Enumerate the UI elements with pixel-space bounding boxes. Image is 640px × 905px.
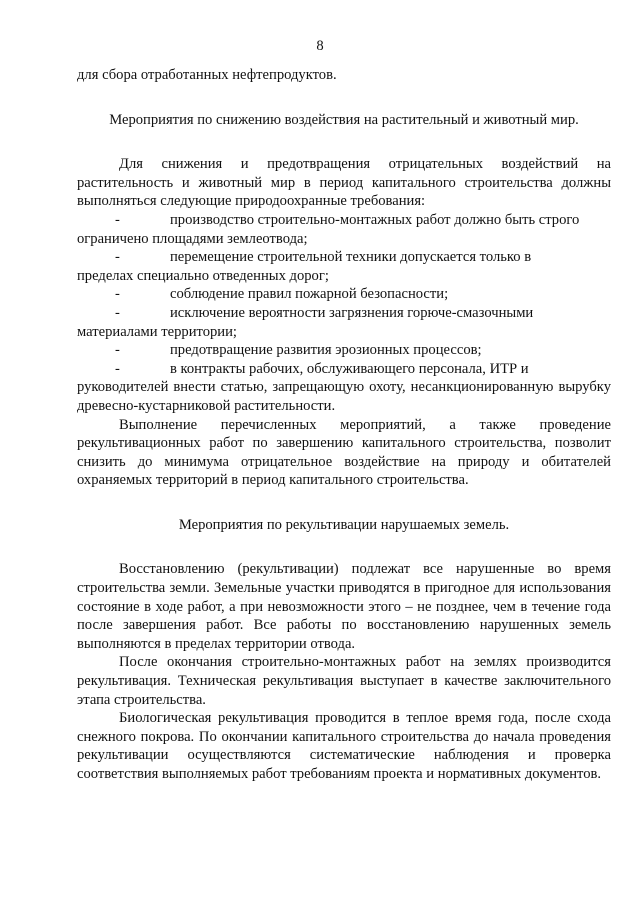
page-number: 8 bbox=[316, 38, 324, 54]
section1-conclusion-paragraph: Выполнение перечисленных мероприятий, а также проведение рекультивационных работ по завершению капитального строительства, позволит снизить до минимума отрицательное воздействие на природу и обитателей охраняемых территорий в период капитального строительства. bbox=[77, 416, 611, 489]
list-dash: - bbox=[115, 249, 120, 266]
list-item bbox=[77, 304, 611, 341]
list-item-text: исключение вероятности загрязнения горюче-смазочными bbox=[170, 304, 534, 321]
section-heading-flora-fauna: Мероприятия по снижению воздействия на растительный и животный мир. bbox=[109, 111, 579, 128]
list-item-continuation: материалами территории; bbox=[77, 323, 237, 340]
list-dash: - bbox=[115, 304, 120, 321]
list-dash: - bbox=[115, 211, 120, 228]
section1-intro-paragraph: Для снижения и предотвращения отрицательных воздействий на растительность и животный мир в период капитального строительства должны выполняться следующие природоохранные требования: bbox=[77, 156, 611, 210]
list-item-text: в контракты рабочих, обслуживающего персонала, ИТР и bbox=[170, 360, 529, 377]
intro-line: для сбора отработанных нефтепродуктов. bbox=[77, 67, 337, 83]
list-item bbox=[77, 360, 611, 416]
list-item bbox=[77, 341, 611, 360]
list-item bbox=[77, 285, 611, 304]
list-dash: - bbox=[115, 360, 120, 377]
list-item-text: соблюдение правил пожарной безопасности; bbox=[170, 286, 449, 303]
list-item-text: предотвращение развития эрозионных процессов; bbox=[170, 342, 482, 359]
list-item-continuation: пределах специально отведенных дорог; bbox=[77, 267, 329, 284]
list-item-continuation: ограничено площадями землеотвода; bbox=[77, 230, 308, 247]
page-body bbox=[77, 66, 611, 784]
reclamation-paragraph: После окончания строительно-монтажных работ на землях производится рекультивация. Техническая рекультивация выступает в качестве заключительного этапа строительства. bbox=[77, 654, 611, 708]
list-item bbox=[77, 211, 611, 248]
reclamation-paragraph: Восстановлению (рекультивации) подлежат все нарушенные во время строительства земли. Земельные участки приводятся в пригодное для использования состояние в ходе работ, а при невозможности этого – не позднее, чем в течение года после завершения работ. Все работы по восстановлению нарушенных земель выполняются в пределах территории отвода. bbox=[77, 561, 611, 652]
section-heading-land-reclamation: Мероприятия по рекультивации нарушаемых земель. bbox=[178, 516, 510, 533]
list-item bbox=[77, 248, 611, 285]
list-dash: - bbox=[115, 342, 120, 359]
requirements-list bbox=[77, 211, 611, 416]
list-dash: - bbox=[115, 286, 120, 303]
list-item-continuation: руководителей внести статью, запрещающую охоту, несанкционированную вырубку древесно-кустарниковой растительности. bbox=[77, 379, 611, 414]
list-item-text: перемещение строительной техники допускается только в bbox=[170, 249, 532, 266]
list-item-text: производство строительно-монтажных работ должно быть строго bbox=[170, 211, 580, 228]
reclamation-paragraph: Биологическая рекультивация проводится в теплое время года, после схода снежного покрова. По окончании капитального строительства до начала проведения рекультивации осуществляются систематические наблюдения и проверка соответствия выполняемых работ требованиям проекта и нормативных документов. bbox=[77, 710, 611, 782]
